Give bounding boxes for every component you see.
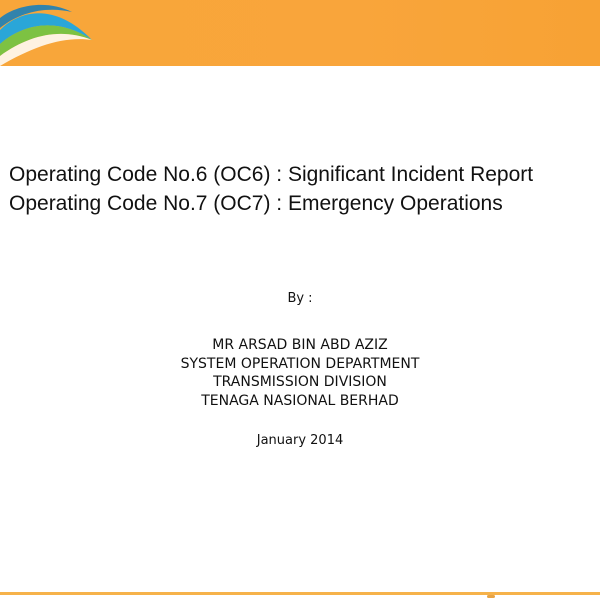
header-band [0,0,600,66]
division-name: TRANSMISSION DIVISION [213,374,387,390]
by-label: By : [287,291,313,306]
title-line-oc7: Operating Code No.7 (OC7) : Emergency Operations [9,192,503,215]
author-block [0,336,600,410]
presentation-date: January 2014 [256,433,344,448]
department-name: SYSTEM OPERATION DEPARTMENT [180,355,420,372]
author-name: MR ARSAD BIN ABD AZIZ [212,337,388,353]
footer-mark [487,595,495,598]
footer-divider [0,592,600,595]
swoosh-logo-icon [0,0,110,66]
company-name: TENAGA NASIONAL BERHAD [201,392,399,409]
title-line-oc6: Operating Code No.6 (OC6) : Significant Incident Report [9,163,534,186]
slide-title [9,160,600,218]
